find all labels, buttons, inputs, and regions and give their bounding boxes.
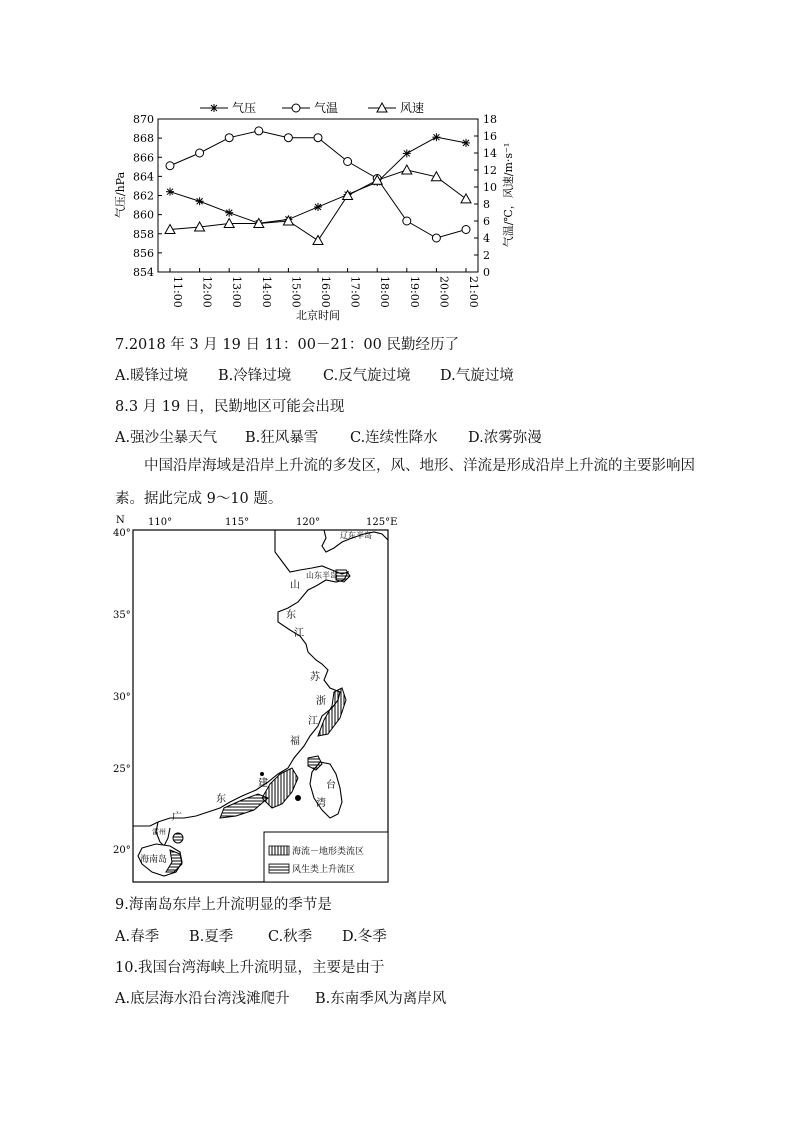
legend-label-temperature: 气温 — [314, 101, 339, 115]
label-shandong-peninsula: 山东半岛 — [306, 571, 338, 580]
windspeed-point — [461, 194, 471, 203]
x-tick-label: 11:00 — [171, 276, 184, 308]
x-tick-label: 13:00 — [230, 276, 244, 308]
pressure-point — [432, 133, 440, 141]
lat-label-30: 30° — [113, 692, 131, 703]
right-tick-label: 4 — [483, 232, 490, 245]
left-tick-label: 854 — [133, 266, 154, 279]
x-tick-label: 20:00 — [437, 276, 451, 308]
temperature-point — [462, 226, 470, 234]
pressure-point — [462, 139, 470, 147]
temperature-point — [196, 149, 204, 157]
windspeed-point — [402, 165, 412, 174]
q9-option-a[interactable]: A.春季 — [115, 929, 160, 945]
x-axis-ticks — [170, 268, 480, 308]
label-guang: 广 — [172, 812, 182, 823]
north-label: N — [116, 515, 125, 526]
left-tick-label: 866 — [133, 151, 154, 165]
label-hainan: 海南岛 — [140, 855, 168, 865]
label-leizhou: 雷州 — [152, 828, 166, 836]
right-axis-title: 气温/℃，风速/m·s⁻¹ — [502, 142, 515, 248]
intro-paragraph: 中国沿岸海域是沿岸上升流的多发区，风、地形、洋流是形成沿岸上升流的主要影响因素。据此完成 9～10 题。 — [115, 458, 695, 507]
lat-label-20: 20° — [113, 845, 131, 856]
label-dong-2: 东 — [216, 794, 226, 805]
q8-option-a[interactable]: A.强沙尘暴天气 — [115, 430, 218, 446]
q7-option-d[interactable]: D.气旋过境 — [440, 368, 514, 384]
chart-legend — [200, 100, 424, 115]
question-7: 7.2018 年 3 月 19 日 11：00－21：00 民勤经历了 — [115, 337, 459, 353]
legend-circle-marker — [292, 104, 300, 112]
label-fu: 福 — [290, 736, 300, 747]
label-su: 苏 — [310, 672, 320, 683]
right-tick-label: 16 — [483, 130, 497, 143]
q10-option-b[interactable]: B.东南季风为离岸风 — [315, 991, 447, 1007]
island-dot — [295, 795, 301, 801]
legend-swatch-vertical — [269, 846, 289, 855]
legend-asterisk-marker — [210, 104, 218, 112]
left-tick-label: 868 — [133, 132, 154, 146]
question-10: 10.我国台湾海峡上升流明显，主要是由于 — [115, 960, 385, 976]
q9-option-b[interactable]: B.夏季 — [189, 929, 234, 945]
temperature-point — [225, 134, 233, 142]
pressure-point — [403, 149, 411, 157]
x-tick-label: 15:00 — [289, 276, 303, 308]
temperature-point — [432, 234, 440, 242]
legend-label-pressure: 气压 — [232, 101, 257, 115]
right-axis-ticks — [474, 113, 497, 279]
q10-option-a[interactable]: A.底层海水沿台湾浅滩爬升 — [115, 991, 290, 1007]
weather-chart — [100, 95, 540, 327]
q8-option-b[interactable]: B.狂风暴雪 — [245, 430, 319, 446]
q9-option-c[interactable]: C.秋季 — [268, 929, 313, 945]
right-tick-label: 12 — [483, 164, 497, 177]
temperature-point — [166, 162, 174, 170]
question-9: 9.海南岛东岸上升流明显的季节是 — [115, 897, 332, 913]
windspeed-point — [313, 236, 323, 245]
temperature-point — [403, 217, 411, 225]
label-liaodong: 辽东半岛 — [340, 531, 372, 540]
q7-option-c[interactable]: C.反气旋过境 — [323, 368, 411, 384]
map-legend — [264, 832, 388, 882]
question-9-options — [115, 925, 387, 946]
question-7-options — [115, 364, 514, 385]
label-tai: 台 — [326, 780, 336, 791]
right-tick-label: 6 — [483, 215, 490, 228]
q9-option-d[interactable]: D.冬季 — [342, 929, 387, 945]
label-shan: 山 — [290, 580, 300, 591]
legend-label-wind-driven: 风生类上升流区 — [292, 865, 356, 875]
left-tick-label: 864 — [133, 170, 154, 184]
pressure-point — [225, 209, 233, 217]
right-tick-label: 2 — [483, 249, 490, 262]
label-wan: 湾 — [316, 798, 326, 809]
x-tick-label: 18:00 — [378, 276, 392, 308]
coast-map — [112, 512, 397, 884]
x-tick-label: 14:00 — [259, 276, 273, 308]
temperature-point — [284, 134, 292, 142]
island-dot-small — [260, 772, 264, 776]
lon-label-120: 120° — [296, 517, 321, 528]
left-tick-label: 870 — [133, 113, 154, 126]
pressure-point — [196, 197, 204, 205]
lon-label-125: 125°E — [366, 517, 397, 528]
map-frame — [133, 530, 388, 882]
q8-option-d[interactable]: D.浓雾弥漫 — [468, 430, 542, 446]
lon-label-115: 115° — [225, 517, 250, 528]
pressure-point — [314, 203, 322, 211]
x-tick-label: 12:00 — [200, 276, 214, 308]
temperature-point — [344, 158, 352, 166]
windspeed-point — [283, 216, 293, 225]
right-tick-label: 8 — [483, 198, 490, 211]
question-8: 8.3 月 19 日，民勤地区可能会出现 — [115, 399, 345, 415]
series-line-1 — [170, 131, 466, 238]
q8-option-c[interactable]: C.连续性降水 — [350, 430, 438, 446]
left-tick-label: 860 — [133, 208, 154, 222]
label-jian: 建 — [258, 778, 268, 789]
lat-label-25: 25° — [113, 764, 131, 775]
question-8-options — [115, 426, 542, 447]
left-axis-title: 气压/hPa — [114, 171, 127, 219]
label-jiang-2: 江 — [308, 716, 318, 727]
right-tick-label: 0 — [483, 266, 490, 279]
legend-label-current-terrain: 海流－地形类流区 — [292, 847, 365, 857]
lat-label-35: 35° — [113, 610, 131, 621]
q7-option-b[interactable]: B.冷锋过境 — [218, 368, 292, 384]
x-tick-label: 16:00 — [319, 276, 332, 308]
legend-label-windspeed: 风速 — [400, 101, 425, 115]
right-tick-label: 10 — [483, 181, 497, 194]
right-tick-label: 14 — [483, 147, 497, 160]
q7-option-a[interactable]: A.暖锋过境 — [115, 368, 189, 384]
temperature-point — [255, 127, 263, 135]
legend-swatch-horizontal — [269, 864, 289, 873]
x-axis-title: 北京时间 — [296, 309, 340, 322]
temperature-point — [314, 134, 322, 142]
left-tick-label: 858 — [133, 227, 154, 241]
label-zhe: 浙 — [316, 696, 326, 707]
x-tick-label: 19:00 — [407, 276, 421, 308]
x-tick-label: 17:00 — [348, 276, 362, 308]
lat-label-40: 40° — [113, 528, 131, 539]
question-10-options — [115, 987, 446, 1008]
right-tick-label: 18 — [483, 113, 497, 126]
left-tick-label: 856 — [133, 246, 154, 260]
lon-label-110: 110° — [148, 517, 173, 528]
upwelling-guangdong — [220, 794, 268, 818]
upwelling-leizhou — [173, 833, 183, 843]
left-tick-label: 862 — [133, 189, 154, 203]
label-dong-1: 东 — [286, 610, 296, 621]
label-jiang-1: 江 — [294, 628, 304, 639]
pressure-point — [166, 188, 174, 196]
x-tick-label: 21:00 — [467, 276, 480, 308]
series-layer — [165, 127, 471, 245]
